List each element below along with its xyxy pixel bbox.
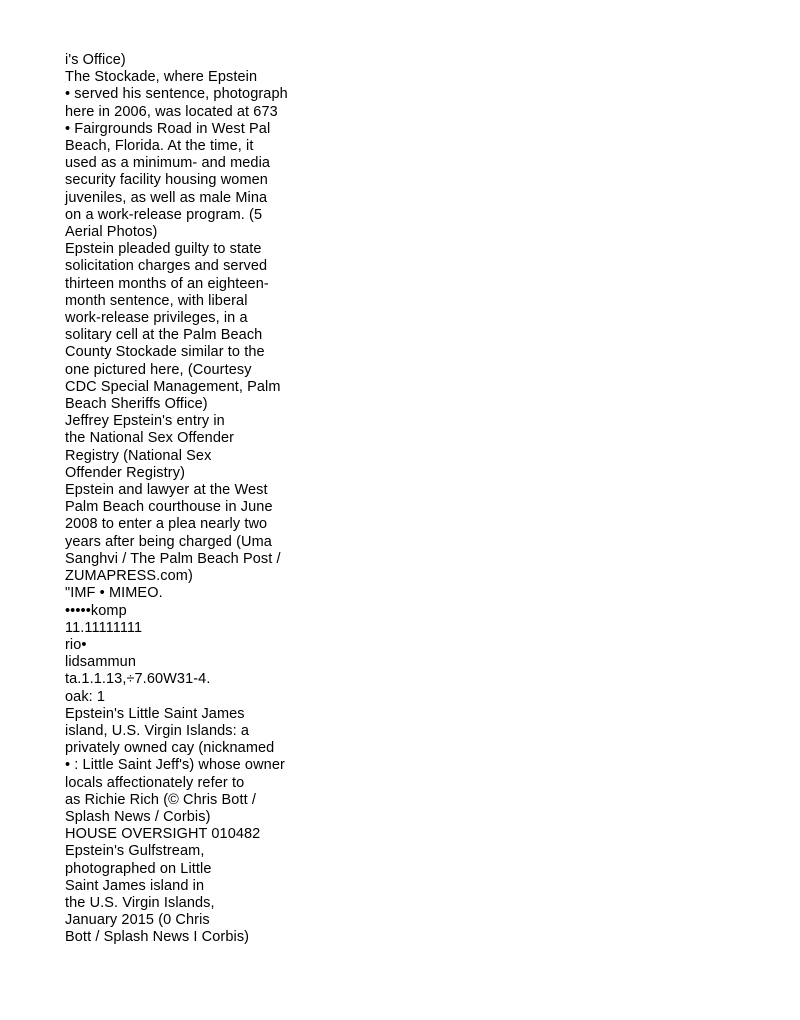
text-line: the National Sex Offender [65, 430, 235, 447]
text-line: the U.S. Virgin Islands, [65, 894, 215, 911]
text-line: Saint James island in [65, 877, 205, 894]
text-line: Registry (National Sex [65, 447, 212, 464]
document-text [65, 52, 485, 947]
text-line: solitary cell at the Palm Beach [65, 327, 263, 344]
text-line: 11.11111111 [65, 619, 143, 636]
text-line: Aerial Photos) [65, 224, 158, 241]
text-line: Epstein pleaded guilty to state [65, 241, 262, 258]
text-line: County Stockade similar to the [65, 344, 265, 361]
text-line: photographed on Little [65, 860, 212, 877]
text-line: January 2015 (0 Chris [65, 912, 210, 929]
text-line: CDC Special Management, Palm [65, 378, 281, 395]
text-line: solicitation charges and served [65, 258, 268, 275]
text-line: juveniles, as well as male Mina [65, 189, 268, 206]
text-line: Epstein's Little Saint James [65, 705, 245, 722]
text-line: i's Office) [65, 52, 126, 68]
text-line: ta.1.1.13,÷7.60W31-4. [65, 671, 211, 688]
text-line: Epstein's Gulfstream, [65, 843, 205, 860]
text-line: Beach Sheriffs Office) [65, 396, 208, 413]
text-line: on a work-release program. (5 [65, 206, 263, 223]
text-line: ZUMAPRESS.com) [65, 568, 193, 585]
text-line: HOUSE OVERSIGHT 010482 [65, 826, 261, 843]
text-line: 2008 to enter a plea nearly two [65, 516, 268, 533]
text-line: • Fairgrounds Road in West Pal [65, 120, 271, 137]
text-line: Beach, Florida. At the time, it [65, 138, 254, 155]
text-line: •••••komp [65, 602, 127, 619]
text-line: The Stockade, where Epstein [65, 69, 258, 86]
text-line: island, U.S. Virgin Islands: a [65, 722, 250, 739]
text-line: Offender Registry) [65, 464, 185, 481]
text-line: years after being charged (Uma [65, 533, 272, 550]
text-line: as Richie Rich (© Chris Bott / [65, 791, 256, 808]
text-line: Epstein and lawyer at the West [65, 482, 268, 499]
text-line: Palm Beach courthouse in June [65, 499, 273, 516]
text-line: month sentence, with liberal [65, 292, 248, 309]
text-line: used as a minimum- and media [65, 155, 271, 172]
text-line: one pictured here, (Courtesy [65, 361, 252, 378]
text-line: work-release privileges, in a [65, 310, 248, 327]
text-line: • : Little Saint Jeff's) whose owner [65, 757, 285, 774]
text-line: thirteen months of an eighteen- [65, 275, 269, 292]
text-line: Sanghvi / The Palm Beach Post / [65, 550, 281, 567]
text-line: Bott / Splash News I Corbis) [65, 929, 250, 946]
text-line: privately owned cay (nicknamed [65, 740, 275, 757]
text-line: Splash News / Corbis) [65, 808, 211, 825]
text-line: lidsammun [65, 654, 137, 671]
text-line: locals affectionately refer to [65, 774, 245, 791]
text-line: here in 2006, was located at 673 [65, 103, 278, 120]
text-line: oak: 1 [65, 688, 106, 705]
text-line: "IMF • MIMEO. [65, 585, 163, 602]
text-line: Jeffrey Epstein's entry in [65, 413, 225, 430]
text-line: rio• [65, 636, 87, 653]
text-line: • served his sentence, photograph [65, 86, 288, 103]
text-line: security facility housing women [65, 172, 268, 189]
